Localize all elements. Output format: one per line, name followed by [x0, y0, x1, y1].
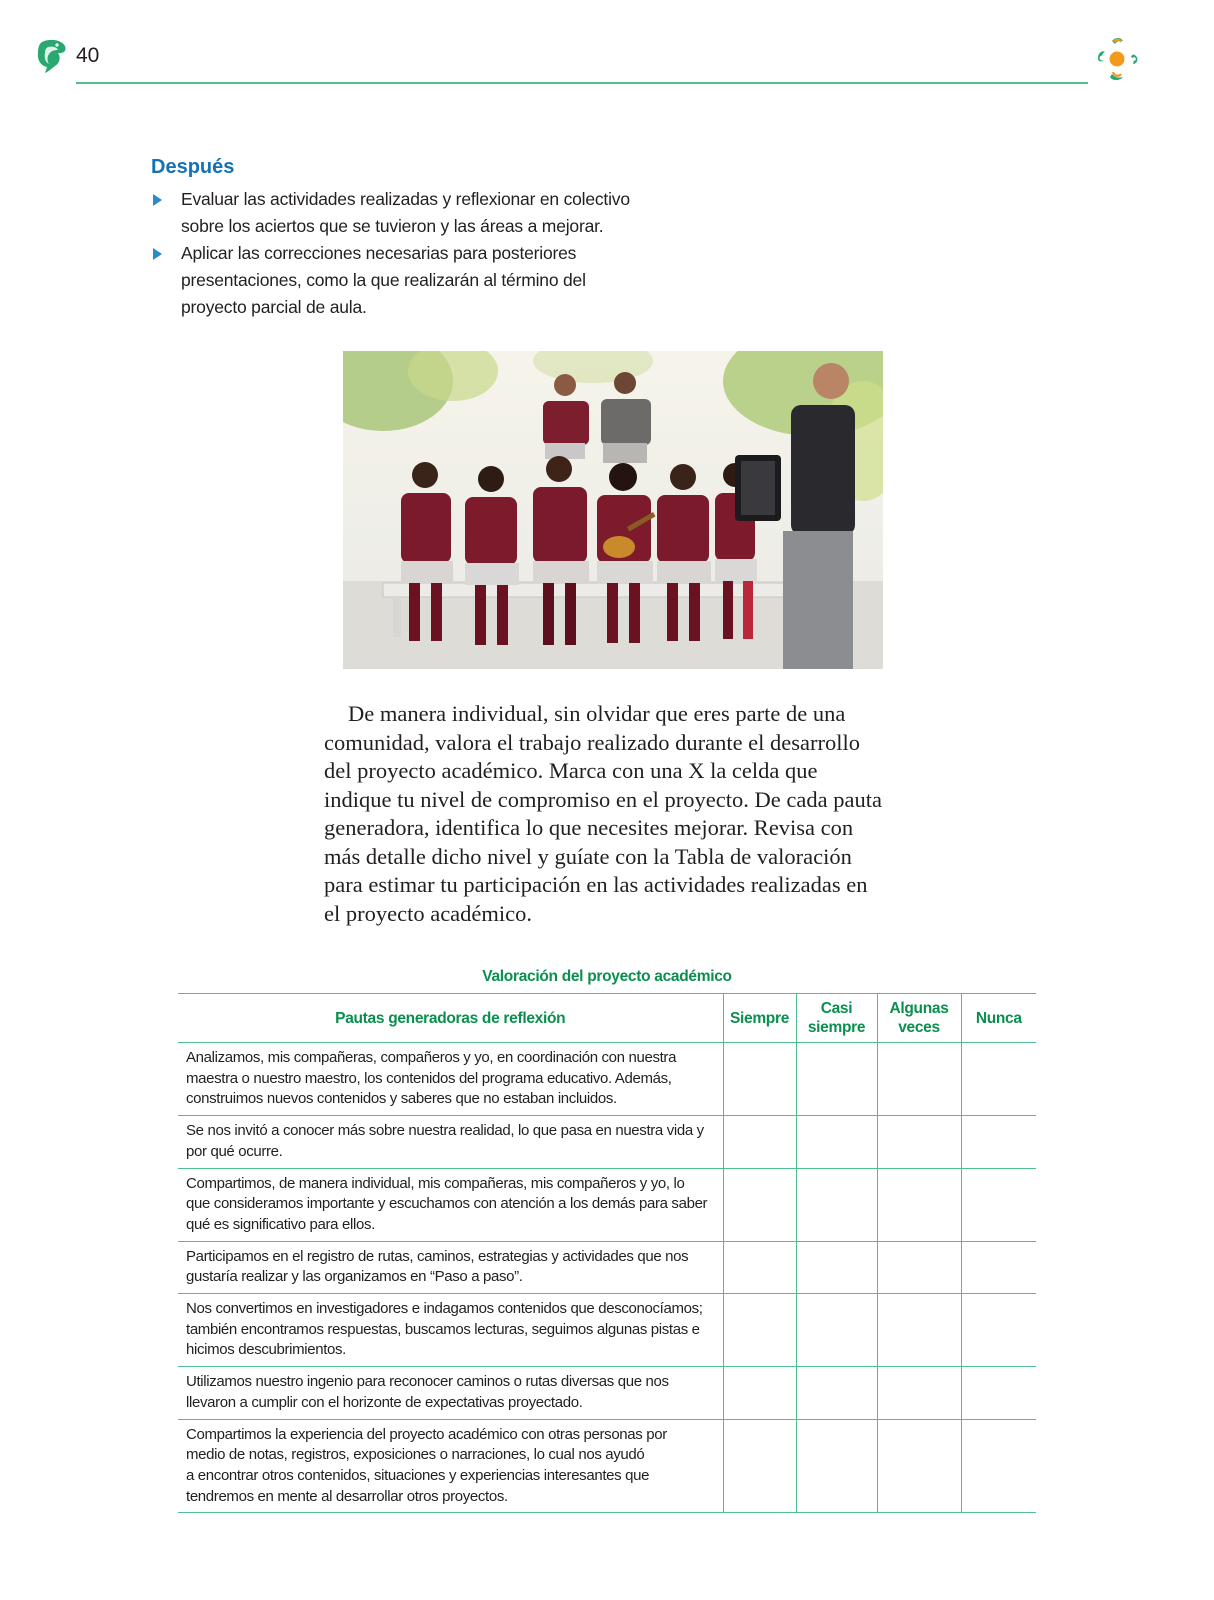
criterion-line: Compartimos, de manera individual, mis compañeras, mis compañeros y yo, lo [186, 1174, 685, 1192]
criterion-line: Nos convertimos en investigadores e indagamos contenidos que desconocíamos; [186, 1300, 703, 1318]
header-nunca: Nunca [961, 994, 1036, 1043]
header-criteria: Pautas generadoras de reflexión [178, 994, 723, 1043]
siempre-cell[interactable] [723, 1116, 796, 1168]
criterion-line: qué es significativo para ellos. [186, 1215, 375, 1233]
algunas-veces-cell[interactable] [877, 1367, 961, 1419]
nunca-cell[interactable] [961, 1367, 1036, 1419]
algunas-veces-cell[interactable] [877, 1168, 961, 1241]
casi-siempre-cell[interactable] [796, 1043, 877, 1116]
header-siempre-line: siempre [807, 1019, 866, 1036]
criterion-cell [178, 1294, 723, 1367]
bullet-item [151, 186, 671, 240]
criterion-cell [178, 1241, 723, 1293]
criterion-line: Analizamos, mis compañeras, compañeros y yo, en coordinación con nuestra [186, 1049, 677, 1066]
algunas-veces-cell[interactable] [877, 1043, 961, 1116]
criterion-line: que consideramos importante y escuchamos con atención a los demás para saber [186, 1195, 708, 1213]
casi-siempre-cell[interactable] [796, 1116, 877, 1168]
bullet-arrow-icon [153, 194, 162, 206]
bullet-text-line: proyecto parcial de aula. [181, 297, 367, 317]
orange-flower-ring-icon [1090, 32, 1144, 86]
casi-siempre-cell[interactable] [796, 1168, 877, 1241]
casi-siempre-cell[interactable] [796, 1367, 877, 1419]
header-rule [76, 82, 1088, 84]
criterion-line: maestra o nuestro maestro, los contenidos del programa educativo. Además, [186, 1069, 672, 1087]
criterion-line: gustaría realizar y las organizamos en “Paso a paso”. [186, 1268, 523, 1286]
header-casi-line: Casi [820, 1000, 853, 1017]
nunca-cell[interactable] [961, 1419, 1036, 1513]
students-music-photo [343, 351, 883, 669]
criterion-cell [178, 1419, 723, 1513]
algunas-veces-cell[interactable] [877, 1241, 961, 1293]
bullet-text-line: presentaciones, como la que realizarán al término del [181, 270, 586, 290]
table-row [178, 1294, 1036, 1367]
criterion-line: Participamos en el registro de rutas, caminos, estrategias y actividades que nos [186, 1247, 689, 1265]
criterion-line: por qué ocurre. [186, 1142, 283, 1160]
bullet-text-line: Aplicar las correcciones necesarias para posteriores [181, 243, 577, 263]
criterion-line: tendremos en mente al desarrollar otros proyectos. [186, 1487, 508, 1505]
criterion-line: construimos nuevos contenidos y saberes que no estaban incluidos. [186, 1090, 617, 1108]
criterion-line: también encontramos respuestas, buscamos lecturas, seguimos algunas pistas e [186, 1320, 700, 1338]
intro-paragraph: De manera individual, sin olvidar que eres parte de una comunidad, valora el trabajo realizado durante el desarrollo del proyecto académico. Marca con una X la celda que indique tu nivel de compromiso en el proyecto. De cada pauta generadora, identifica lo que necesites mejorar. Revisa con más detalle dicho nivel y guíate con la Tabla de valoración para estimar tu participación en las actividades realizadas en el proyecto académico. [324, 701, 882, 926]
table-row [178, 1367, 1036, 1419]
evaluation-table [178, 993, 1036, 1513]
students-music-illustration [343, 351, 883, 669]
nunca-cell[interactable] [961, 1043, 1036, 1116]
header-casi-siempre [796, 994, 877, 1043]
table-row [178, 1116, 1036, 1168]
bullet-item [151, 240, 671, 321]
table-row [178, 1168, 1036, 1241]
nunca-cell[interactable] [961, 1241, 1036, 1293]
criterion-cell [178, 1043, 723, 1116]
green-leaf-emblem-icon [36, 38, 68, 74]
bullet-arrow-icon [153, 248, 162, 260]
bullet-text-line: Evaluar las actividades realizadas y reflexionar en colectivo [181, 189, 630, 209]
criterion-line: medio de notas, registros, exposiciones o narraciones, lo cual nos ayudó [186, 1446, 645, 1464]
criterion-cell [178, 1367, 723, 1419]
header-veces-line: veces [898, 1019, 940, 1036]
section-title: Después [151, 156, 235, 178]
casi-siempre-cell[interactable] [796, 1241, 877, 1293]
casi-siempre-cell[interactable] [796, 1419, 877, 1513]
table-header-row [178, 994, 1036, 1043]
criterion-line: llevaron a cumplir con el horizonte de expectativas proyectado. [186, 1393, 583, 1411]
page-number: 40 [76, 44, 100, 67]
bullet-list [151, 186, 671, 321]
bullet-text-line: sobre los aciertos que se tuvieron y las áreas a mejorar. [181, 216, 604, 236]
nunca-cell[interactable] [961, 1294, 1036, 1367]
criterion-line: Utilizamos nuestro ingenio para reconocer caminos o rutas diversas que nos [186, 1373, 669, 1391]
nunca-cell[interactable] [961, 1116, 1036, 1168]
algunas-veces-cell[interactable] [877, 1116, 961, 1168]
criterion-line: a encontrar otros contenidos, situaciones y experiencias interesantes que [186, 1466, 650, 1484]
header-algunas-line: Algunas [889, 1000, 949, 1017]
criterion-line: Se nos invitó a conocer más sobre nuestra realidad, lo que pasa en nuestra vida y [186, 1122, 704, 1140]
table-row [178, 1241, 1036, 1293]
siempre-cell[interactable] [723, 1419, 796, 1513]
algunas-veces-cell[interactable] [877, 1294, 961, 1367]
casi-siempre-cell[interactable] [796, 1294, 877, 1367]
criterion-line: Compartimos la experiencia del proyecto académico con otras personas por [186, 1425, 667, 1443]
criterion-line: hicimos descubrimientos. [186, 1341, 346, 1359]
criterion-cell [178, 1168, 723, 1241]
algunas-veces-cell[interactable] [877, 1419, 961, 1513]
header-algunas-veces [877, 994, 961, 1043]
table-row [178, 1419, 1036, 1513]
header-siempre: Siempre [723, 994, 796, 1043]
siempre-cell[interactable] [723, 1367, 796, 1419]
table-row [178, 1043, 1036, 1116]
siempre-cell[interactable] [723, 1043, 796, 1116]
table-title: Valoración del proyecto académico [482, 968, 732, 985]
siempre-cell[interactable] [723, 1241, 796, 1293]
nunca-cell[interactable] [961, 1168, 1036, 1241]
siempre-cell[interactable] [723, 1168, 796, 1241]
siempre-cell[interactable] [723, 1294, 796, 1367]
criterion-cell [178, 1116, 723, 1168]
